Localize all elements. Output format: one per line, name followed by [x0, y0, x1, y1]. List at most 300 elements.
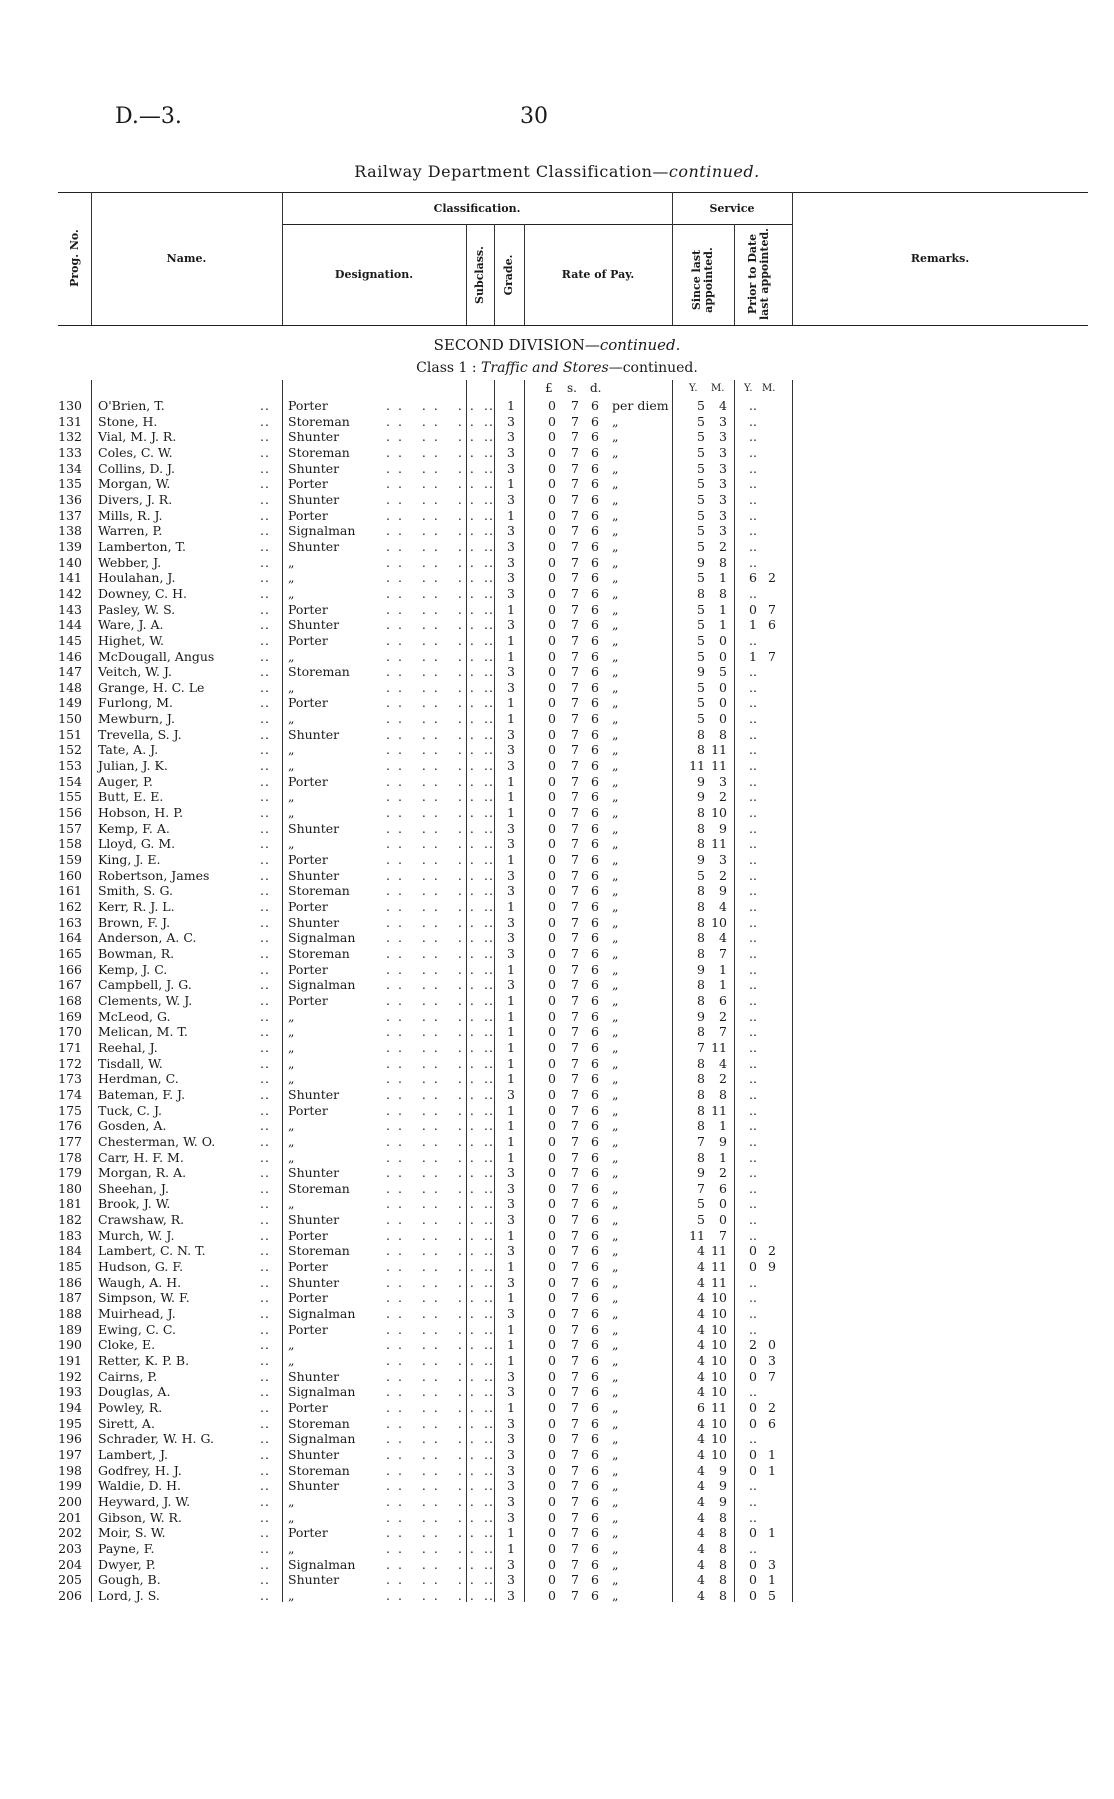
cell-since-years: 7 — [697, 1039, 705, 1055]
cell-per: „ — [612, 1024, 619, 1040]
cell-pounds: 0 — [548, 1055, 556, 1071]
cell-shillings: 7 — [571, 491, 579, 507]
cell-name: Melican, M. T. — [98, 1024, 188, 1040]
cell-name: Lambert, J. — [98, 1446, 168, 1462]
cell-per: „ — [612, 992, 619, 1008]
cell-grade: 1 — [507, 1337, 515, 1353]
dot-leader: .. — [484, 1259, 494, 1275]
cell-grade: 3 — [507, 1165, 515, 1181]
table-row — [0, 1196, 1114, 1212]
dot-leader: .. .. .. — [386, 711, 482, 727]
dot-leader: .. — [260, 758, 270, 774]
cell-designation: „ — [288, 1071, 295, 1087]
cell-shillings: 7 — [571, 992, 579, 1008]
table-row — [0, 1322, 1114, 1338]
dot-leader: .. .. .. — [386, 398, 482, 413]
cell-prior-years: .. — [749, 1212, 757, 1228]
cell-grade: 3 — [507, 1415, 515, 1431]
cell-name: Bateman, F. J. — [98, 1086, 186, 1102]
dot-leader: .. .. .. — [386, 632, 482, 648]
cell-prior-years: .. — [749, 664, 757, 680]
cell-designation: Storeman — [288, 444, 350, 460]
cell-grade: 3 — [507, 538, 515, 554]
cell-grade: 3 — [507, 758, 515, 774]
cell-pounds: 0 — [548, 1212, 556, 1228]
cell-pence: 6 — [591, 914, 599, 930]
cell-prior-years: .. — [749, 1133, 757, 1149]
dot-leader: .. .. .. — [386, 460, 482, 476]
cell-since-months: 1 — [719, 1118, 727, 1134]
cell-shillings: 7 — [571, 601, 579, 617]
cell-prog-no: 141 — [58, 570, 82, 586]
dot-leader: .. — [260, 773, 270, 789]
dot-leader: .. — [484, 1446, 494, 1462]
cell-grade: 3 — [507, 726, 515, 742]
cell-since-months: 4 — [719, 899, 727, 914]
cell-designation: Storeman — [288, 413, 350, 429]
cell-pence: 6 — [591, 820, 599, 836]
cell-grade: 1 — [507, 1400, 515, 1415]
cell-since-years: 5 — [697, 413, 705, 429]
cell-pounds: 0 — [548, 507, 556, 523]
cell-prog-no: 188 — [58, 1306, 82, 1322]
dot-leader: .. — [260, 1243, 270, 1259]
cell-grade: 3 — [507, 664, 515, 680]
cell-prior-years: 0 — [749, 1572, 757, 1588]
cell-designation: Storeman — [288, 883, 350, 899]
cell-prior-years: .. — [749, 977, 757, 993]
cell-since-months: 10 — [711, 1431, 727, 1447]
cell-since-years: 8 — [697, 1024, 705, 1040]
dot-leader: .. .. .. — [386, 491, 482, 507]
dot-leader: .. — [484, 1337, 494, 1353]
table-row — [0, 1087, 1114, 1103]
cell-per: „ — [612, 914, 619, 930]
cell-name: Warren, P. — [98, 523, 163, 539]
cell-prog-no: 204 — [58, 1556, 82, 1572]
dot-leader: .. — [260, 883, 270, 899]
cell-name: Ware, J. A. — [98, 617, 164, 633]
cell-shillings: 7 — [571, 1368, 579, 1384]
cell-pence: 6 — [591, 1118, 599, 1134]
cell-since-years: 4 — [697, 1243, 705, 1259]
dot-leader: .. .. .. — [386, 789, 482, 805]
cell-pounds: 0 — [548, 554, 556, 570]
cell-per: „ — [612, 742, 619, 758]
cell-pence: 6 — [591, 695, 599, 711]
table-row — [0, 523, 1114, 539]
cell-designation: Signalman — [288, 930, 356, 946]
cell-pounds: 0 — [548, 726, 556, 742]
dot-leader: .. — [260, 1321, 270, 1337]
cell-pence: 6 — [591, 1024, 599, 1040]
cell-name: Julian, J. K. — [98, 758, 168, 774]
cell-prog-no: 196 — [58, 1431, 82, 1447]
cell-prior-months: 2 — [768, 1243, 776, 1259]
cell-grade: 3 — [507, 867, 515, 883]
cell-pence: 6 — [591, 398, 599, 413]
cell-prog-no: 160 — [58, 867, 82, 883]
cell-name: Powley, R. — [98, 1400, 163, 1415]
dot-leader: .. — [260, 899, 270, 914]
cell-since-years: 4 — [697, 1540, 705, 1556]
dot-leader: .. .. .. — [386, 1478, 482, 1494]
cell-grade: 1 — [507, 507, 515, 523]
cell-since-months: 9 — [719, 1493, 727, 1509]
dot-leader: .. — [484, 1071, 494, 1087]
dot-leader: .. — [260, 1540, 270, 1556]
cell-pence: 6 — [591, 1274, 599, 1290]
cell-pounds: 0 — [548, 1321, 556, 1337]
table-row — [0, 586, 1114, 602]
cell-per: „ — [612, 773, 619, 789]
cell-per: „ — [612, 1102, 619, 1118]
cell-prior-years: .. — [749, 1274, 757, 1290]
cell-prior-months: 2 — [768, 570, 776, 586]
cell-name: Butt, E. E. — [98, 789, 164, 805]
cell-pounds: 0 — [548, 601, 556, 617]
cell-prior-years: .. — [749, 1509, 757, 1525]
cell-since-years: 8 — [697, 883, 705, 899]
class-prefix: Class 1 : — [416, 360, 482, 376]
table-row — [0, 1259, 1114, 1275]
cell-since-months: 2 — [719, 789, 727, 805]
cell-shillings: 7 — [571, 1274, 579, 1290]
dot-leader: .. — [484, 805, 494, 821]
table-row — [0, 664, 1114, 680]
cell-since-months: 11 — [711, 1039, 727, 1055]
table-row — [0, 429, 1114, 445]
cell-prior-years: .. — [749, 836, 757, 852]
cell-name: Bowman, R. — [98, 945, 175, 961]
cell-prior-years: 0 — [749, 1525, 757, 1541]
cell-designation: Shunter — [288, 1274, 340, 1290]
table-row — [0, 1494, 1114, 1510]
dot-leader: .. — [260, 836, 270, 852]
cell-per: „ — [612, 1353, 619, 1369]
cell-grade: 1 — [507, 1259, 515, 1275]
cell-since-years: 8 — [697, 836, 705, 852]
dot-leader: .. — [484, 1024, 494, 1040]
table-row — [0, 1525, 1114, 1541]
cell-prior-years: .. — [749, 852, 757, 868]
cell-per: „ — [612, 1306, 619, 1322]
cell-per: „ — [612, 977, 619, 993]
dot-leader: .. .. .. — [386, 1180, 482, 1196]
cell-pence: 6 — [591, 460, 599, 476]
dot-leader: .. .. .. — [386, 1509, 482, 1525]
title-continued: continued. — [668, 162, 760, 181]
cell-prior-years: 0 — [749, 1400, 757, 1415]
cell-since-years: 4 — [697, 1431, 705, 1447]
cell-since-years: 8 — [697, 930, 705, 946]
class-name: Traffic and Stores — [481, 360, 609, 376]
cell-grade: 3 — [507, 1446, 515, 1462]
dot-leader: .. — [484, 1133, 494, 1149]
dot-leader: .. — [260, 1478, 270, 1494]
dot-leader: .. .. .. — [386, 1353, 482, 1369]
column-header-rate-of-pay: Rate of Pay. — [561, 268, 635, 281]
cell-prog-no: 143 — [58, 601, 82, 617]
cell-prog-no: 195 — [58, 1415, 82, 1431]
cell-pounds: 0 — [548, 617, 556, 633]
cell-name: Kerr, R. J. L. — [98, 899, 175, 914]
cell-name: Vial, M. J. R. — [98, 429, 177, 445]
cell-prog-no: 199 — [58, 1478, 82, 1494]
cell-shillings: 7 — [571, 1572, 579, 1588]
dot-leader: .. — [484, 726, 494, 742]
dot-leader: .. — [260, 1556, 270, 1572]
cell-pounds: 0 — [548, 1133, 556, 1149]
cell-prog-no: 134 — [58, 460, 82, 476]
cell-pounds: 0 — [548, 836, 556, 852]
cell-prog-no: 193 — [58, 1384, 82, 1400]
cell-prog-no: 164 — [58, 930, 82, 946]
cell-shillings: 7 — [571, 648, 579, 664]
cell-per: „ — [612, 1259, 619, 1275]
cell-designation: Storeman — [288, 945, 350, 961]
cell-shillings: 7 — [571, 1493, 579, 1509]
column-header-prior: Prior to Date last appointed. — [746, 227, 771, 321]
cell-pounds: 0 — [548, 1071, 556, 1087]
cell-designation: Signalman — [288, 1556, 356, 1572]
cell-prior-months: 1 — [768, 1572, 776, 1588]
dot-leader: .. — [484, 1274, 494, 1290]
cell-since-months: 1 — [719, 617, 727, 633]
cell-pence: 6 — [591, 1415, 599, 1431]
cell-shillings: 7 — [571, 1008, 579, 1024]
cell-prog-no: 200 — [58, 1493, 82, 1509]
cell-since-years: 5 — [697, 538, 705, 554]
dot-leader: .. — [484, 1431, 494, 1447]
dot-leader: .. — [484, 1384, 494, 1400]
dot-leader: .. — [484, 1102, 494, 1118]
cell-pence: 6 — [591, 679, 599, 695]
dot-leader: .. — [260, 1431, 270, 1447]
cell-prog-no: 174 — [58, 1086, 82, 1102]
cell-designation: „ — [288, 1540, 295, 1556]
cell-pence: 6 — [591, 758, 599, 774]
cell-prog-no: 136 — [58, 491, 82, 507]
cell-since-months: 8 — [719, 1556, 727, 1572]
cell-prior-years: 0 — [749, 1368, 757, 1384]
cell-prior-months: 9 — [768, 1259, 776, 1275]
cell-since-years: 5 — [697, 523, 705, 539]
cell-prior-years: .. — [749, 1540, 757, 1556]
cell-since-months: 8 — [719, 1509, 727, 1525]
section-heading — [0, 336, 1114, 354]
dot-leader: .. .. .. — [386, 1431, 482, 1447]
cell-per: „ — [612, 961, 619, 977]
cell-shillings: 7 — [571, 1086, 579, 1102]
cell-since-years: 5 — [697, 1212, 705, 1228]
cell-shillings: 7 — [571, 523, 579, 539]
dot-leader: .. — [484, 554, 494, 570]
cell-prior-years: 0 — [749, 1415, 757, 1431]
cell-designation: Storeman — [288, 1415, 350, 1431]
cell-per: „ — [612, 1274, 619, 1290]
table-row — [0, 1400, 1114, 1416]
cell-prog-no: 142 — [58, 585, 82, 601]
dot-leader: .. — [484, 1509, 494, 1525]
cell-grade: 1 — [507, 398, 515, 413]
cell-since-months: 3 — [719, 460, 727, 476]
dot-leader: .. .. .. — [386, 1572, 482, 1588]
cell-per: „ — [612, 648, 619, 664]
cell-pounds: 0 — [548, 1086, 556, 1102]
cell-designation: Storeman — [288, 1180, 350, 1196]
cell-since-years: 5 — [697, 507, 705, 523]
dot-leader: .. — [484, 570, 494, 586]
cell-designation: Storeman — [288, 1462, 350, 1478]
dot-leader: .. — [484, 585, 494, 601]
table-row — [0, 1557, 1114, 1573]
cell-pence: 6 — [591, 789, 599, 805]
dot-leader: .. — [484, 632, 494, 648]
cell-since-years: 5 — [697, 695, 705, 711]
cell-prior-years: 1 — [749, 648, 757, 664]
cell-pence: 6 — [591, 977, 599, 993]
cell-shillings: 7 — [571, 1446, 579, 1462]
dot-leader: .. — [484, 836, 494, 852]
cell-since-months: 10 — [711, 1353, 727, 1369]
cell-designation: „ — [288, 805, 295, 821]
cell-pence: 6 — [591, 1290, 599, 1306]
cell-since-months: 0 — [719, 1212, 727, 1228]
table-row — [0, 1572, 1114, 1588]
table-row — [0, 711, 1114, 727]
cell-since-years: 4 — [697, 1337, 705, 1353]
cell-pence: 6 — [591, 1086, 599, 1102]
cell-since-years: 9 — [697, 789, 705, 805]
cell-pence: 6 — [591, 523, 599, 539]
cell-name: Morgan, W. — [98, 476, 171, 492]
cell-since-years: 4 — [697, 1556, 705, 1572]
dot-leader: .. — [260, 805, 270, 821]
table-row — [0, 1384, 1114, 1400]
cell-grade: 3 — [507, 977, 515, 993]
cell-since-months: 0 — [719, 695, 727, 711]
cell-shillings: 7 — [571, 1306, 579, 1322]
cell-designation: Storeman — [288, 1243, 350, 1259]
cell-prog-no: 179 — [58, 1165, 82, 1181]
dot-leader: .. — [260, 476, 270, 492]
cell-per: „ — [612, 1243, 619, 1259]
cell-designation: Porter — [288, 632, 328, 648]
cell-grade: 3 — [507, 836, 515, 852]
cell-grade: 1 — [507, 1227, 515, 1243]
cell-pounds: 0 — [548, 945, 556, 961]
cell-shillings: 7 — [571, 1039, 579, 1055]
table-row — [0, 774, 1114, 790]
table-row — [0, 414, 1114, 430]
cell-designation: „ — [288, 758, 295, 774]
table-row — [0, 445, 1114, 461]
cell-since-years: 11 — [689, 758, 705, 774]
table-row — [0, 1369, 1114, 1385]
dot-leader: .. — [484, 867, 494, 883]
cell-per: „ — [612, 1227, 619, 1243]
dot-leader: .. .. .. — [386, 695, 482, 711]
cell-pounds: 0 — [548, 1039, 556, 1055]
cell-grade: 1 — [507, 1525, 515, 1541]
cell-per: „ — [612, 1212, 619, 1228]
cell-shillings: 7 — [571, 1431, 579, 1447]
dot-leader: .. — [260, 679, 270, 695]
cell-designation: „ — [288, 1353, 295, 1369]
cell-per: „ — [612, 1415, 619, 1431]
cell-prior-years: .. — [749, 538, 757, 554]
dot-leader: .. .. .. — [386, 758, 482, 774]
cell-prior-years: 0 — [749, 1556, 757, 1572]
cell-pence: 6 — [591, 1306, 599, 1322]
dot-leader: .. — [484, 1118, 494, 1134]
cell-designation: „ — [288, 1493, 295, 1509]
cell-prior-years: .. — [749, 1039, 757, 1055]
dot-leader: .. .. .. — [386, 961, 482, 977]
cell-prior-years: .. — [749, 992, 757, 1008]
cell-prog-no: 155 — [58, 789, 82, 805]
table-row — [0, 1040, 1114, 1056]
dot-leader: .. — [260, 1008, 270, 1024]
cell-designation: „ — [288, 1509, 295, 1525]
cell-since-years: 7 — [697, 1180, 705, 1196]
dot-leader: .. .. .. — [386, 1446, 482, 1462]
dot-leader: .. .. .. — [386, 1243, 482, 1259]
dot-leader: .. .. .. — [386, 1337, 482, 1353]
cell-since-months: 0 — [719, 648, 727, 664]
cell-pence: 6 — [591, 1509, 599, 1525]
cell-since-months: 2 — [719, 1071, 727, 1087]
header-divider — [734, 224, 735, 325]
cell-name: Anderson, A. C. — [98, 930, 197, 946]
cell-grade: 1 — [507, 1055, 515, 1071]
cell-designation: „ — [288, 585, 295, 601]
cell-per: „ — [612, 1071, 619, 1087]
cell-since-months: 8 — [719, 554, 727, 570]
cell-per: „ — [612, 726, 619, 742]
dot-leader: .. .. .. — [386, 617, 482, 633]
cell-per: „ — [612, 711, 619, 727]
cell-since-years: 5 — [697, 867, 705, 883]
cell-designation: „ — [288, 789, 295, 805]
dot-leader: .. — [484, 742, 494, 758]
table-row — [0, 602, 1114, 618]
cell-shillings: 7 — [571, 429, 579, 445]
dot-leader: .. .. .. — [386, 1493, 482, 1509]
table-row — [0, 1103, 1114, 1119]
dot-leader: .. .. .. — [386, 648, 482, 664]
cell-name: Gosden, A. — [98, 1118, 167, 1134]
dot-leader: .. .. .. — [386, 1008, 482, 1024]
cell-prior-months: 6 — [768, 617, 776, 633]
dot-leader: .. .. .. — [386, 523, 482, 539]
cell-name: O'Brien, T. — [98, 398, 165, 413]
cell-designation: Porter — [288, 1525, 328, 1541]
dot-leader: .. .. .. — [386, 1525, 482, 1541]
cell-pence: 6 — [591, 945, 599, 961]
cell-since-years: 5 — [697, 460, 705, 476]
cell-pence: 6 — [591, 1337, 599, 1353]
cell-pounds: 0 — [548, 1431, 556, 1447]
cell-prog-no: 162 — [58, 899, 82, 914]
dot-leader: .. — [260, 945, 270, 961]
cell-pounds: 0 — [548, 1337, 556, 1353]
cell-prog-no: 180 — [58, 1180, 82, 1196]
cell-per: „ — [612, 1431, 619, 1447]
dot-leader: .. — [484, 1227, 494, 1243]
cell-prior-years: .. — [749, 945, 757, 961]
